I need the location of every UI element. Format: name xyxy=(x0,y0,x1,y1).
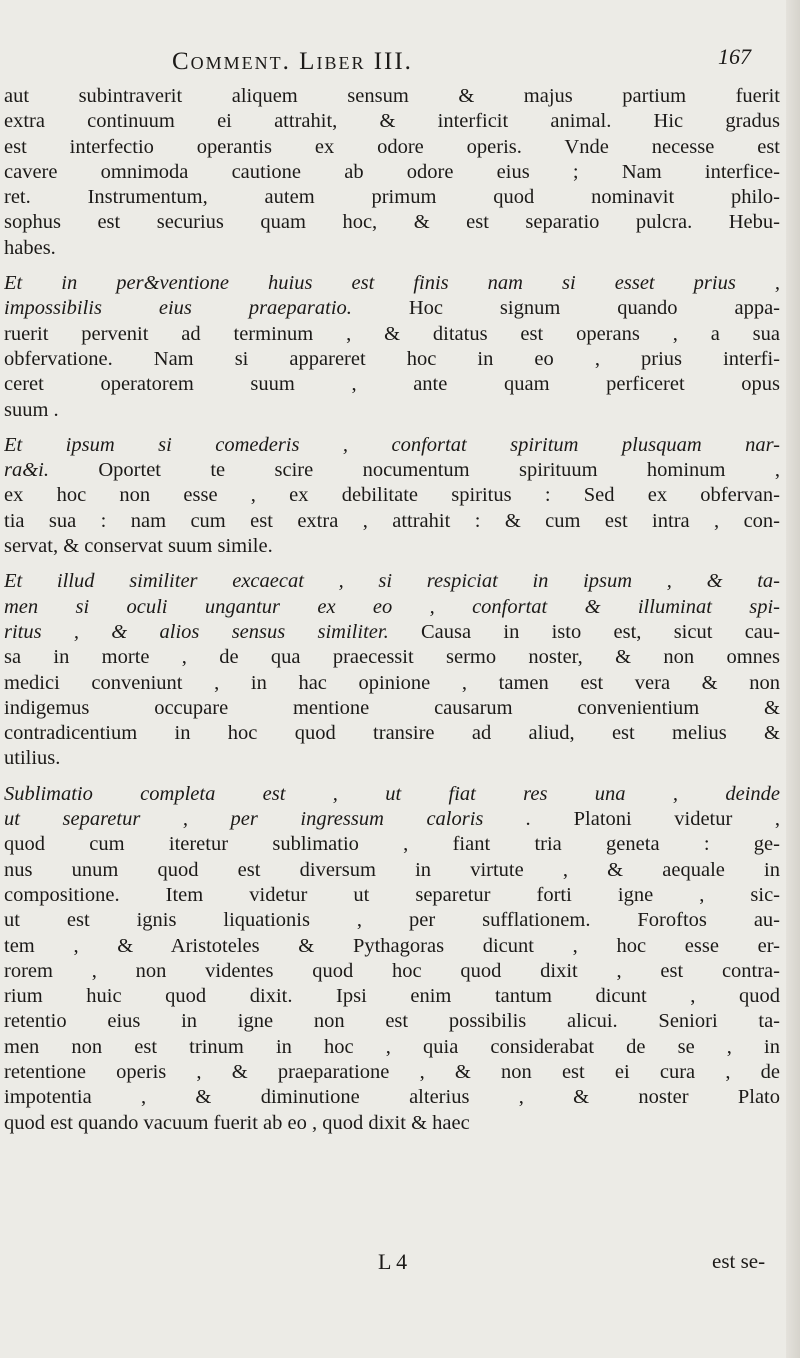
text-line xyxy=(4,569,780,594)
page-footer xyxy=(0,1249,800,1279)
lemma-text: ra&i. xyxy=(4,459,49,482)
text-line xyxy=(4,959,780,984)
text-line xyxy=(4,832,780,857)
text-line xyxy=(4,347,780,372)
running-head: Comment. Liber III. xyxy=(172,48,413,75)
paragraph xyxy=(4,782,780,1136)
text-line xyxy=(4,858,780,883)
text-line xyxy=(4,696,780,721)
line-text: tem , & Aristoteles & Pythagoras dicunt , hoc esse er- xyxy=(4,934,780,957)
line-text: Oportet te scire nocumentum spirituum hominum , xyxy=(49,459,780,482)
text-line xyxy=(4,721,780,746)
text-line xyxy=(4,135,780,160)
text-line xyxy=(4,645,780,670)
line-text: Causa in isto est, sicut cau- xyxy=(388,620,780,643)
line-text: ret. Instrumentum, autem primum quod nominavit philo- xyxy=(4,186,780,209)
line-text: aut subintraverit aliquem sensum & majus partium fuerit xyxy=(4,85,780,107)
page-edge xyxy=(786,0,800,1358)
line-text: ut est ignis liquationis , per sufflationem. Foroftos au- xyxy=(4,909,780,932)
text-line xyxy=(4,296,780,321)
line-text: nus unum quod est diversum in virtute , & aequale in xyxy=(4,858,780,881)
text-line xyxy=(4,372,780,397)
text-line xyxy=(4,109,780,134)
line-text: habes. xyxy=(4,236,56,259)
line-text: impotentia , & diminutione alterius , & noster Plato xyxy=(4,1086,780,1109)
line-text: obfervatione. Nam si appareret hoc in eo , prius interfi- xyxy=(4,347,780,370)
line-text: retentio eius in igne non est possibilis alicui. Seniori ta- xyxy=(4,1010,780,1033)
text-line xyxy=(4,185,780,210)
page-number: 167 xyxy=(718,44,751,69)
lemma-text: Et in per&ventione huius est finis nam si esset prius , xyxy=(4,272,780,295)
catchword: est se- xyxy=(712,1249,766,1273)
line-text: quod est quando vacuum fuerit ab eo , quod dixit & haec xyxy=(4,1111,470,1134)
line-text: ceret operatorem suum , ante quam perficeret opus xyxy=(4,373,780,396)
line-text: retentione operis , & praeparatione , & non est ei cura , de xyxy=(4,1060,780,1083)
lemma-text: impossibilis eius praeparatio. xyxy=(4,297,352,320)
text-line xyxy=(4,483,780,508)
line-text: ruerit pervenit ad terminum , & ditatus est operans , a sua xyxy=(4,322,780,345)
line-text: contradicentium in hoc quod transire ad aliud, est melius & xyxy=(4,722,780,745)
text-line xyxy=(4,883,780,908)
lemma-text: ritus , & alios sensus similiter. xyxy=(4,620,389,643)
text-line xyxy=(4,236,780,261)
text-line xyxy=(4,782,780,807)
line-text: tia sua : nam cum est extra , attrahit : & cum est intra , con- xyxy=(4,509,780,532)
line-text: servat, & conservat suum simile. xyxy=(4,535,273,558)
text-line xyxy=(4,984,780,1009)
text-line xyxy=(4,458,780,483)
text-line xyxy=(4,1009,780,1034)
paragraph xyxy=(4,84,780,261)
text-line xyxy=(4,160,780,185)
lemma-text: men si oculi ungantur ex eo , confortat & illuminat spi- xyxy=(4,595,780,618)
line-text: suum . xyxy=(4,398,59,421)
line-text: Hoc signum quando appa- xyxy=(351,297,780,320)
text-line xyxy=(4,620,780,645)
line-text: indigemus occupare mentione causarum convenientium & xyxy=(4,696,780,719)
line-text: utilius. xyxy=(4,747,61,770)
lemma-text: Et ipsum si comederis , confortat spiritum plusquam nar- xyxy=(4,433,780,456)
text-body xyxy=(4,84,780,1136)
text-line xyxy=(4,1035,780,1060)
line-text: est interfectio operantis ex odore operis. Vnde necesse est xyxy=(4,135,780,158)
text-line xyxy=(4,509,780,534)
text-line xyxy=(4,398,780,423)
line-text: sa in morte , de qua praecessit sermo noster, & non omnes xyxy=(4,646,780,669)
line-text: men non est trinum in hoc , quia considerabat de se , in xyxy=(4,1035,780,1058)
text-line xyxy=(4,84,780,109)
text-line xyxy=(4,322,780,347)
text-line xyxy=(4,1085,780,1110)
text-line xyxy=(4,433,780,458)
lemma-text: Et illud similiter excaecat , si respiciat in ipsum , & ta- xyxy=(4,570,780,593)
lemma-text: ut separetur , per ingressum caloris . xyxy=(4,808,532,831)
line-text: cavere omnimoda cautione ab odore eius ; Nam interfice- xyxy=(4,160,780,183)
line-text: rium huic quod dixit. Ipsi enim tantum dicunt , quod xyxy=(4,985,780,1008)
line-text: Platoni videtur , xyxy=(531,808,780,831)
text-line xyxy=(4,271,780,296)
page-header xyxy=(0,44,800,82)
line-text: ex hoc non esse , ex debilitate spiritus : Sed ex obfervan- xyxy=(4,484,780,507)
text-line xyxy=(4,595,780,620)
text-line xyxy=(4,671,780,696)
line-text: rorem , non videntes quod hoc quod dixit , est contra- xyxy=(4,959,780,982)
text-line xyxy=(4,807,780,832)
line-text: quod cum iteretur sublimatio , fiant tria geneta : ge- xyxy=(4,833,780,856)
text-line xyxy=(4,908,780,933)
paragraph xyxy=(4,433,780,559)
line-text: sophus est securius quam hoc, & est separatio pulcra. Hebu- xyxy=(4,211,780,234)
lemma-text: Sublimatio completa est , ut fiat res una , deinde xyxy=(4,782,780,805)
text-line xyxy=(4,534,780,559)
text-line xyxy=(4,1060,780,1085)
paragraph xyxy=(4,569,780,771)
line-text: medici conveniunt , in hac opinione , tamen est vera & non xyxy=(4,671,780,694)
paragraph xyxy=(4,271,780,423)
text-line xyxy=(4,746,780,771)
text-line xyxy=(4,934,780,959)
text-line xyxy=(4,210,780,235)
line-text: compositione. Item videtur ut separetur forti igne , sic- xyxy=(4,883,780,906)
line-text: extra continuum ei attrahit, & interficit animal. Hic gradus xyxy=(4,110,780,133)
text-line xyxy=(4,1111,780,1136)
signature-mark: L 4 xyxy=(378,1249,408,1274)
